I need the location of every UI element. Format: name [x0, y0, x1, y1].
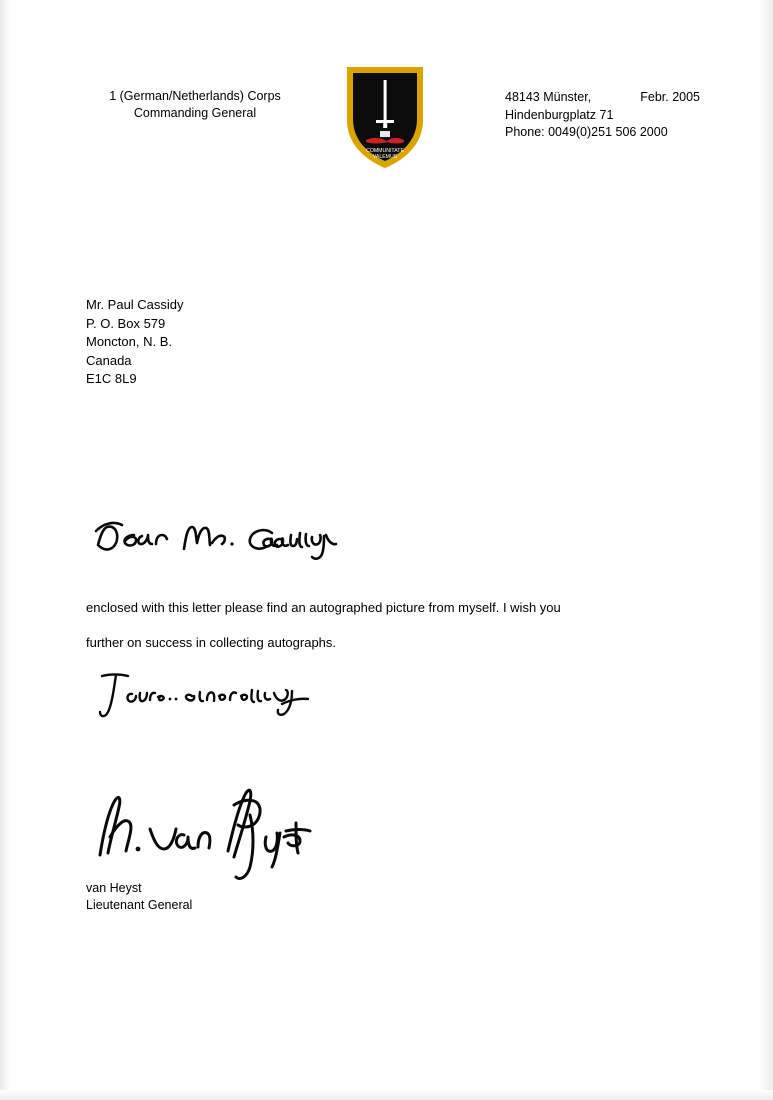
closing-handwriting — [96, 660, 346, 730]
body-line: further on success in collecting autographs. — [86, 635, 337, 650]
sender-address-block — [505, 89, 740, 142]
signature-handwriting — [88, 745, 328, 890]
body-line: enclosed with this letter please find an autographed picture from myself. I wish you — [86, 600, 561, 615]
signature-block — [86, 880, 192, 914]
unit-line-1: 1 (German/Netherlands) Corps — [109, 89, 281, 103]
letter-date: Febr. 2005 — [640, 90, 700, 104]
address-city: 48143 Münster, — [505, 90, 592, 104]
recipient-line: Canada — [86, 352, 132, 368]
recipient-address-block — [86, 296, 184, 389]
address-row-city-date — [505, 89, 740, 107]
svg-text:COMMUNITATE: COMMUNITATE — [366, 148, 404, 154]
scan-edge-left — [0, 0, 10, 1100]
unit-block — [60, 88, 330, 122]
recipient-line: Mr. Paul Cassidy — [86, 297, 184, 312]
address-street: Hindenburgplatz 71 — [505, 107, 614, 122]
letter-body — [86, 590, 686, 660]
address-phone: Phone: 0049(0)251 506 2000 — [505, 125, 668, 139]
scan-edge-right — [759, 0, 773, 1100]
recipient-line: E1C 8L9 — [86, 371, 137, 386]
unit-line-2: Commanding General — [133, 106, 257, 120]
recipient-line: P. O. Box 579 — [86, 315, 166, 331]
scan-edge-bottom — [0, 1090, 773, 1100]
svg-text:VALEMUS: VALEMUS — [372, 154, 398, 160]
salutation-handwriting — [92, 505, 392, 575]
signer-rank: Lieutenant General — [86, 898, 193, 912]
recipient-line: Moncton, N. B. — [86, 334, 172, 349]
signer-name: van Heyst — [86, 881, 142, 895]
corps-crest-icon — [342, 64, 428, 172]
